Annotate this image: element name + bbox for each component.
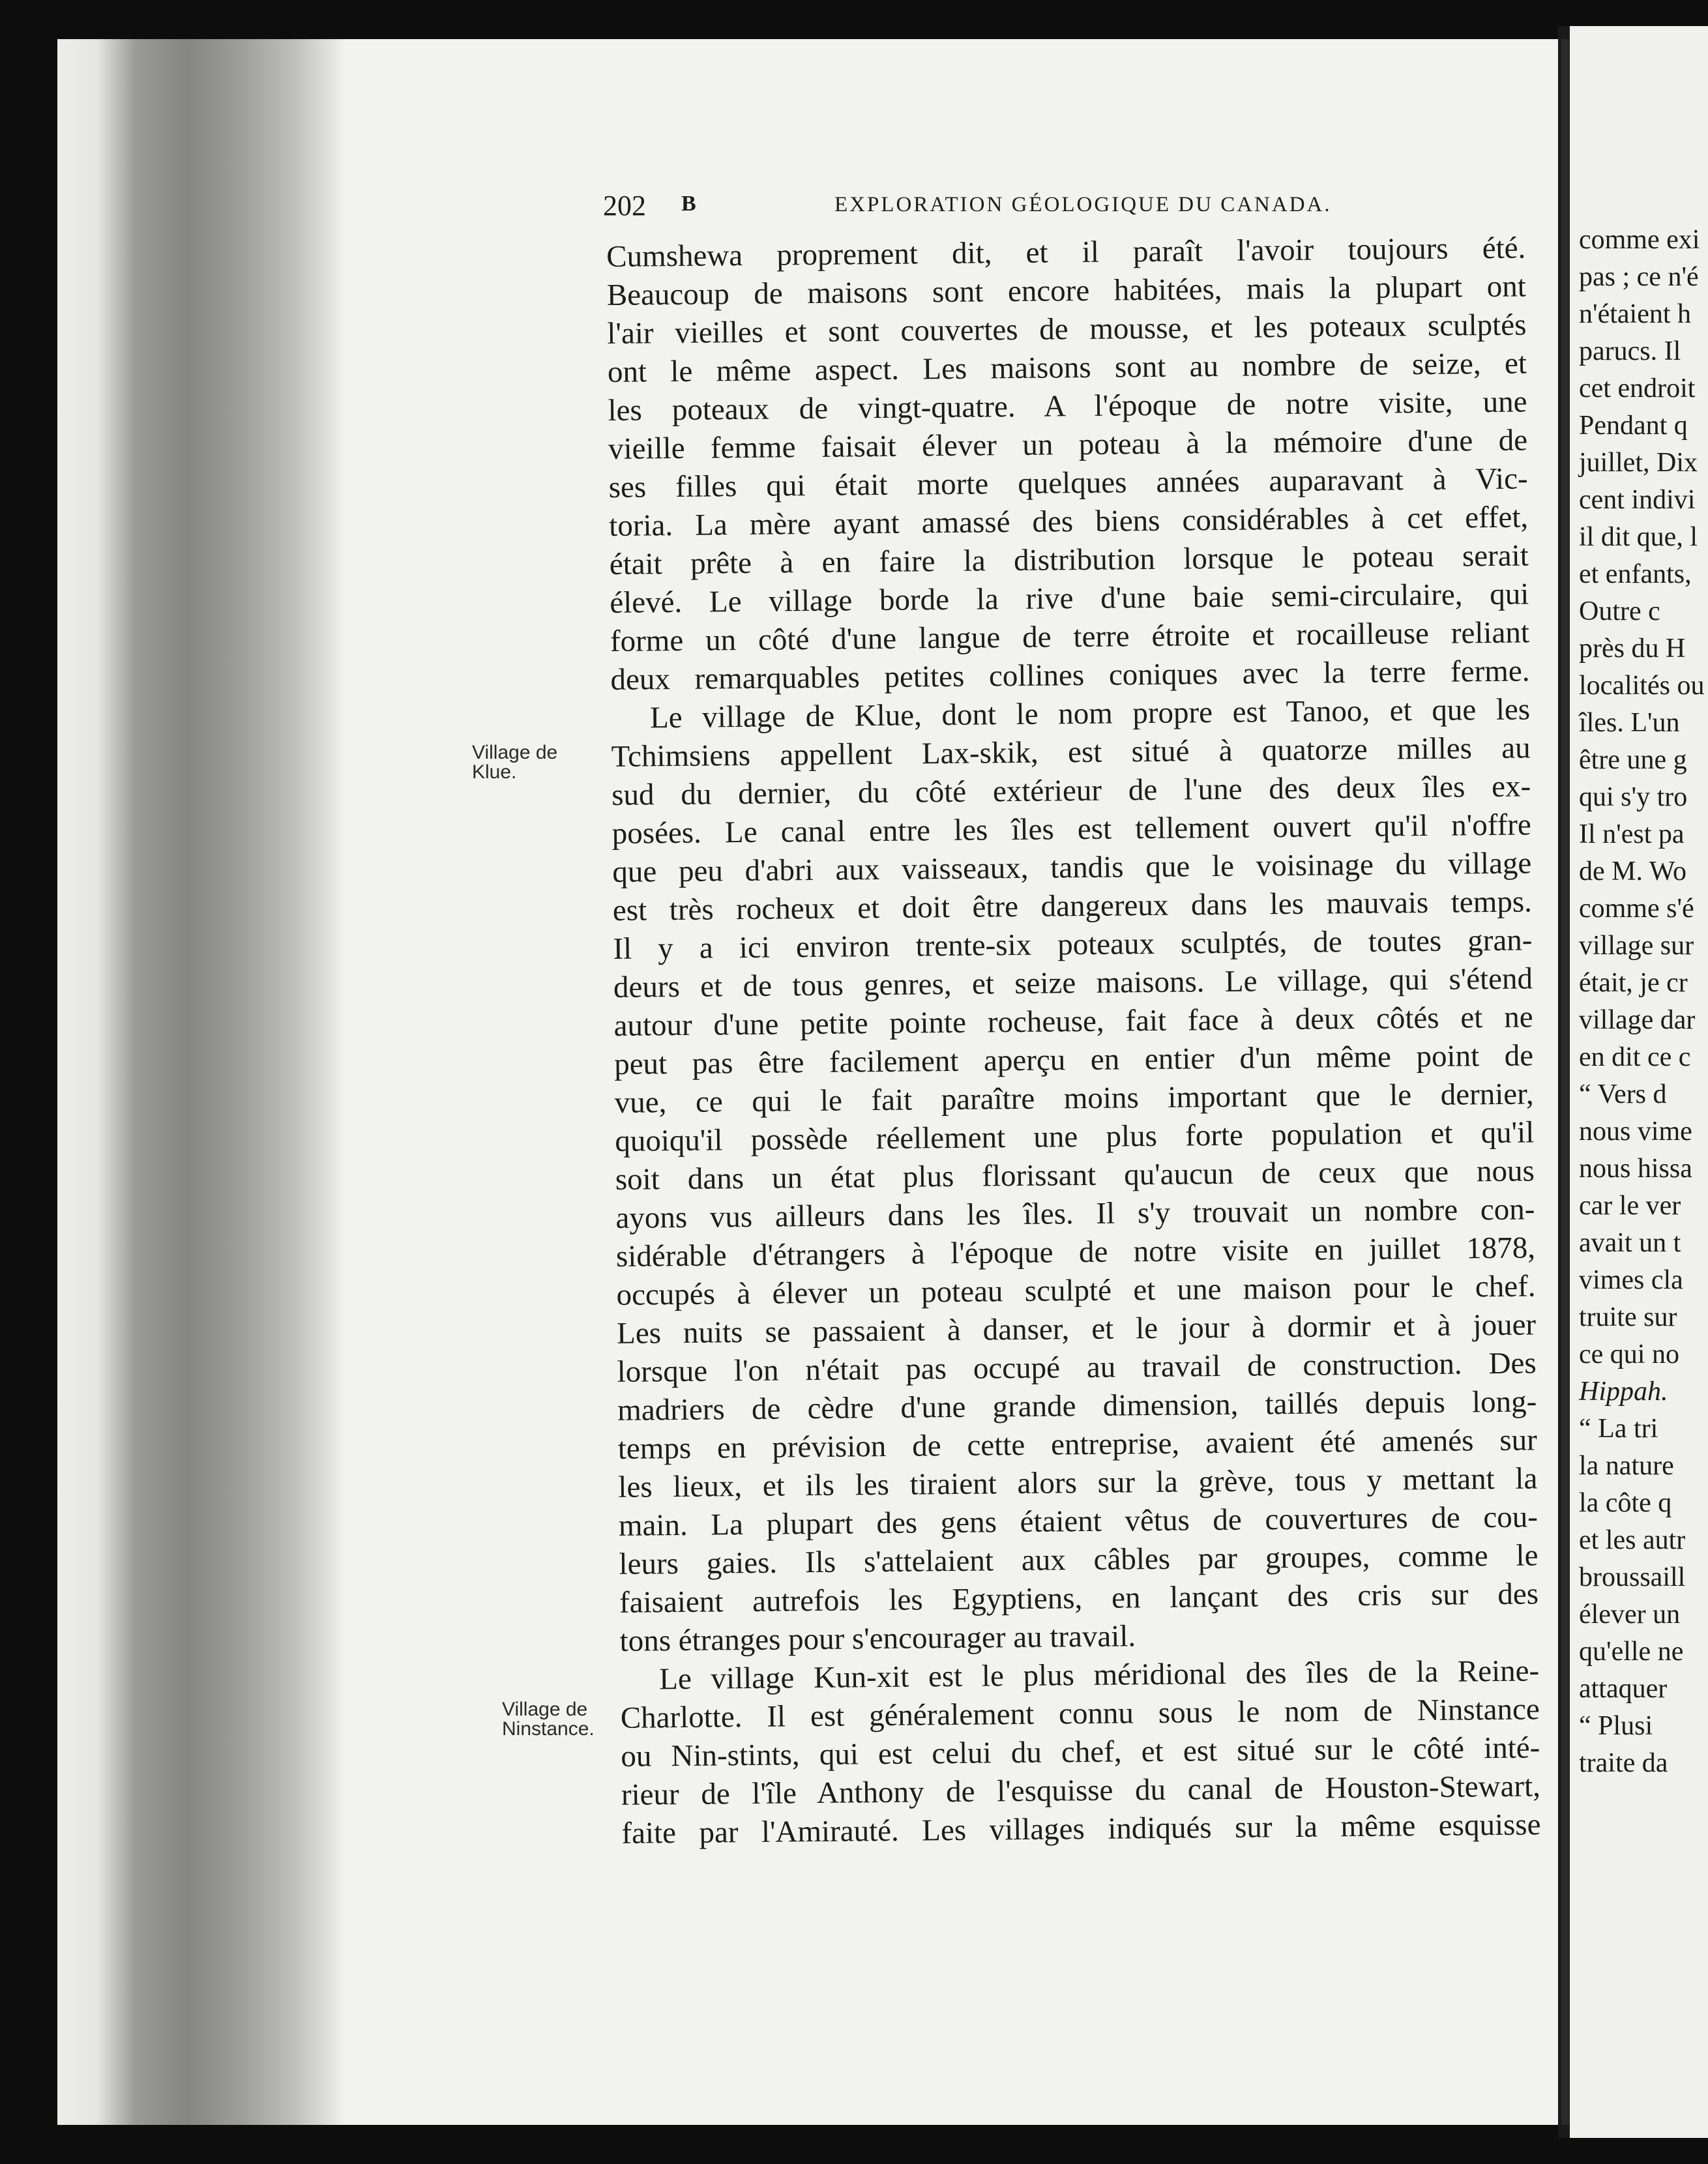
text-line: sud du dernier, du côté extérieur de l'une des deux îles ex- (611, 769, 1531, 812)
text-line: est très rocheux et doit être dangereux dans les mauvais temps. (612, 885, 1533, 928)
margin-note-line: Village de (472, 742, 558, 763)
text-line: madriers de cèdre d'une grande dimension, taillés depuis long- (617, 1384, 1537, 1427)
fragment-line: avait un t (1579, 1228, 1681, 1258)
body-text (606, 229, 1541, 1852)
fragment-line: parucs. Il (1579, 336, 1681, 366)
fragment-line: “ Plusi (1579, 1711, 1653, 1741)
fragment-line: Il n'est pa (1579, 819, 1685, 849)
margin-note-ninstance (502, 1700, 595, 1739)
page-number: 202 (603, 190, 646, 222)
fragment-line: Outre c (1579, 596, 1660, 626)
text-line: était prête à en faire la distribution lorsque le poteau serait (609, 538, 1529, 581)
fragment-line: nous hissa (1579, 1154, 1692, 1184)
gutter-shadow (57, 39, 344, 2125)
fragment-line: ce qui no (1579, 1339, 1679, 1369)
fragment-line: car le ver (1579, 1191, 1681, 1221)
text-line: leurs gaies. Ils s'attelaient aux câbles par groupes, comme le (619, 1538, 1539, 1581)
running-head (603, 189, 1332, 228)
running-title: EXPLORATION GÉOLOGIQUE DU CANADA. (834, 193, 1332, 216)
text-line: soit dans un état plus florissant qu'aucun de ceux que nous (615, 1154, 1535, 1197)
facing-page-edge (1558, 26, 1708, 2138)
fragment-line: et les autr (1579, 1525, 1686, 1555)
fragment-line: Pendant q (1579, 411, 1688, 441)
fragment-line: “ Vers d (1579, 1079, 1667, 1109)
fragment-line: vimes cla (1579, 1265, 1683, 1295)
fragment-line: qui s'y tro (1579, 782, 1688, 812)
facing-page-text (1579, 222, 1708, 1782)
text-line: sidérable d'étrangers à l'époque de notre visite en juillet 1878, (615, 1231, 1536, 1274)
text-line: deurs et de tous genres, et seize maisons. Le village, qui s'étend (613, 961, 1533, 1004)
text-line: Les nuits se passaient à danser, et le jour à dormir et à jouer (616, 1308, 1537, 1351)
text-line: main. La plupart des gens étaient vêtus de couvertures de cou- (618, 1500, 1539, 1543)
fragment-line: élever un (1579, 1600, 1681, 1630)
fragment-line: Hippah. (1579, 1377, 1668, 1407)
fragment-line: qu'elle ne (1579, 1637, 1684, 1667)
text-line: Il y a ici environ trente-six poteaux sculptés, de toutes gran- (613, 923, 1533, 966)
text-line: ses filles qui était morte quelques années auparavant à Vic- (608, 461, 1528, 504)
text-line: rieur de l'île Anthony de l'esquisse du canal de Houston-Stewart, (621, 1769, 1541, 1812)
fragment-line: était, je cr (1579, 968, 1688, 998)
text-line: Le village Kun-xit est le plus méridional des îles de la Reine- (658, 1654, 1540, 1697)
margin-note-klue (472, 743, 557, 782)
text-line: Le village de Klue, dont le nom propre est Tanoo, et que les (649, 692, 1531, 735)
margin-note-line: Village de (502, 1699, 588, 1720)
fragment-line: îles. L'un (1579, 708, 1680, 738)
fragment-line: village sur (1579, 931, 1694, 961)
text-line: l'air vieilles et sont couvertes de mousse, et les poteaux sculptés (607, 308, 1527, 351)
fragment-line: truite sur (1579, 1302, 1677, 1332)
text-line: les poteaux de vingt-quatre. A l'époque de notre visite, une (608, 385, 1527, 428)
text-line: tons étranges pour s'encourager au travail. (619, 1619, 1136, 1658)
text-line: Cumshewa proprement dit, et il paraît l'avoir toujours été. (606, 231, 1526, 274)
text-line: occupés à élever un poteau sculpté et une maison pour le chef. (616, 1269, 1536, 1312)
text-line: temps en prévision de cette entreprise, avaient été amenés sur (617, 1423, 1538, 1466)
text-line: lorsque l'on n'était pas occupé au travail de construction. Des (617, 1346, 1537, 1389)
text-line: faite par l'Amirauté. Les villages indiqués sur la même esquisse (621, 1807, 1541, 1850)
fragment-line: pas ; ce n'é (1579, 262, 1699, 292)
fragment-line: et enfants, (1579, 559, 1692, 589)
text-line: toria. La mère ayant amassé des biens considérables à cet effet, (608, 500, 1529, 543)
fragment-line: traite da (1579, 1748, 1668, 1778)
text-line: ayons vus ailleurs dans les îles. Il s'y trouvait un nombre con- (615, 1192, 1535, 1235)
text-line: forme un côté d'une langue de terre étroite et rocailleuse reliant (610, 615, 1530, 658)
text-line: peut pas être facilement aperçu en entier d'un même point de (613, 1038, 1534, 1081)
text-line: deux remarquables petites collines coniques avec la terre ferme. (610, 654, 1530, 697)
fragment-line: n'étaient h (1579, 299, 1691, 329)
fragment-line: de M. Wo (1579, 856, 1687, 886)
fragment-line: la nature (1579, 1451, 1674, 1481)
text-line: Charlotte. Il est généralement connu sous le nom de Ninstance (620, 1692, 1540, 1735)
fragment-line: la côte q (1579, 1488, 1672, 1518)
margin-note-line: Klue. (472, 761, 517, 783)
text-line: que peu d'abri aux vaisseaux, tandis que le voisinage du village (612, 846, 1532, 889)
text-line: ont le même aspect. Les maisons sont au nombre de seize, et (607, 346, 1527, 389)
fragment-line: près du H (1579, 634, 1686, 664)
section-letter: B (681, 192, 696, 216)
fragment-line: “ La tri (1579, 1414, 1658, 1444)
binding-line (1561, 39, 1569, 2125)
fragment-line: comme s'é (1579, 894, 1694, 924)
text-line: Tchimsiens appellent Lax-skik, est situé à quatorze milles au (611, 731, 1531, 774)
text-line: faisaient autrefois les Egyptiens, en lançant des cris sur des (619, 1577, 1539, 1620)
text-line: Beaucoup de maisons sont encore habitées, mais la plupart ont (606, 269, 1527, 312)
fragment-line: il dit que, l (1579, 522, 1698, 552)
fragment-line: comme exi (1579, 225, 1700, 255)
fragment-line: cent indivi (1579, 485, 1696, 515)
text-line: ou Nin-stints, qui est celui du chef, et est situé sur le côté inté- (621, 1731, 1540, 1774)
margin-note-line: Ninstance. (502, 1718, 595, 1740)
fragment-line: village dar (1579, 1005, 1696, 1035)
fragment-line: cet endroit (1579, 373, 1696, 403)
text-line: posées. Le canal entre les îles est tellement ouvert qu'il n'offre (611, 808, 1531, 851)
text-line: vue, ce qui le fait paraître moins important que le dernier, (614, 1077, 1534, 1120)
fragment-line: juillet, Dix (1579, 448, 1698, 478)
fragment-line: attaquer (1579, 1674, 1668, 1704)
fragment-line: localités ou (1579, 671, 1705, 701)
text-line: élevé. Le village borde la rive d'une baie semi-circulaire, qui (610, 577, 1529, 620)
text-line: vieille femme faisait élever un poteau à la mémoire d'une de (608, 423, 1528, 466)
text-line: quoiqu'il possède réellement une plus forte population et qu'il (615, 1115, 1535, 1158)
text-line: les lieux, et ils les tiraient alors sur la grève, tous y mettant la (618, 1461, 1538, 1504)
fragment-line: nous vime (1579, 1117, 1692, 1147)
fragment-line: broussaill (1579, 1562, 1686, 1592)
fragment-line: être une g (1579, 745, 1687, 775)
fragment-line: en dit ce c (1579, 1042, 1691, 1072)
text-line: autour d'une petite pointe rocheuse, fait face à deux côtés et ne (613, 1000, 1533, 1043)
